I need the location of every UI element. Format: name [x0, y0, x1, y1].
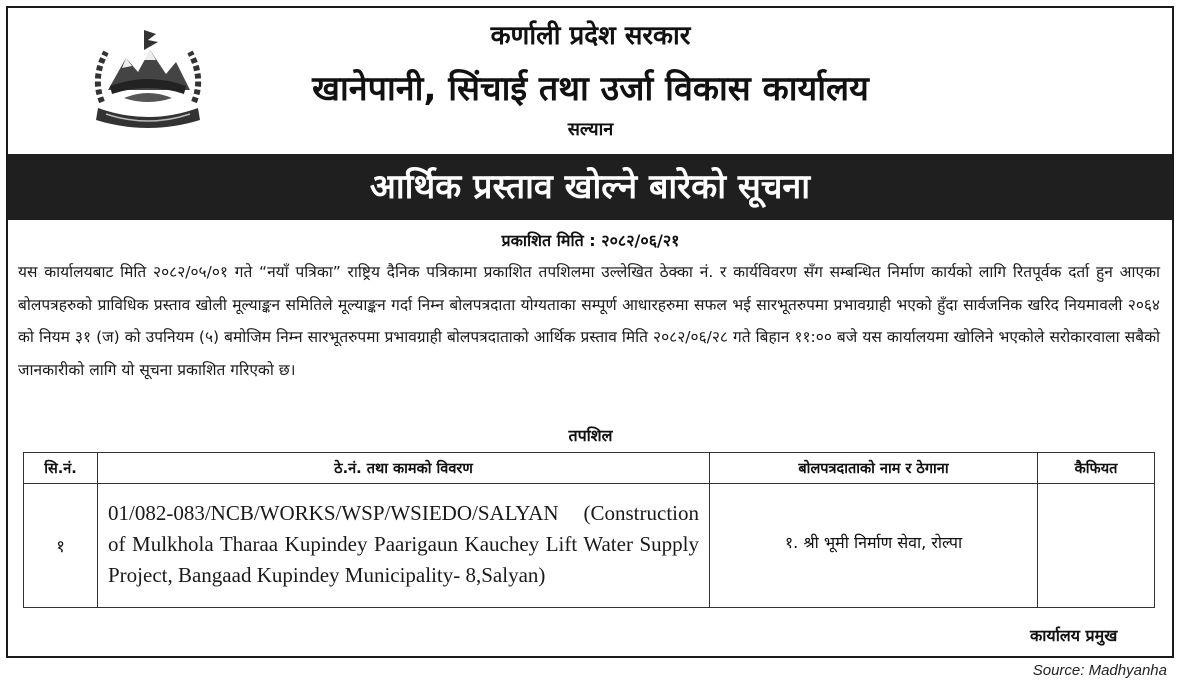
column-header-description: ठे.नं. तथा कामको विवरण: [98, 453, 710, 484]
column-header-remarks: कैफियत: [1038, 453, 1155, 484]
office-name: खानेपानी, सिंचाई तथा उर्जा विकास कार्यालय: [312, 69, 869, 109]
column-header-serial: सि.नं.: [24, 453, 98, 484]
source-credit: Source: Madhyanha: [1032, 662, 1167, 679]
bidder-cell: १. श्री भूमी निर्माण सेवा, रोल्पा: [710, 484, 1038, 608]
table-row: [24, 484, 1155, 608]
district-name: सल्यान: [567, 119, 614, 140]
table-header-row: [24, 453, 1155, 484]
notice-title: आर्थिक प्रस्ताव खोल्ने बारेको सूचना: [8, 154, 1172, 220]
serial-number-cell: १: [24, 484, 98, 608]
published-date: प्रकाशित मिति : २०८२/०६/२१: [501, 231, 680, 250]
column-header-bidder: बोलपत्रदाताको नाम र ठेगाना: [710, 453, 1038, 484]
schedule-heading: तपशिल: [568, 426, 613, 445]
contract-description-cell: 01/082-083/NCB/WORKS/WSP/WSIEDO/SALYAN (Construction of Mulkhola Tharaa Kupindey Paarigaun Kauchey Lift Water Supply Project, Bangaad Kupindey Municipality- 8,Salyan): [98, 484, 710, 608]
remarks-cell: [1038, 484, 1155, 608]
government-name: कर्णाली प्रदेश सरकार: [490, 21, 691, 51]
schedule-table: [23, 452, 1155, 608]
signature-office-chief: कार्यालय प्रमुख: [1030, 626, 1118, 645]
notice-body: यस कार्यालयबाट मिति २०८२/०५/०१ गते “नयाँ पत्रिका” राष्ट्रिय दैनिक पत्रिकामा प्रकाशित तपशिलमा उल्लेखित ठेक्का नं. र कार्यविवरण सँग सम्बन्धित निर्माण कार्यको लागि रितपूर्वक दर्ता हुन आएका बोलपत्रहरुको प्राविधिक प्रस्ताव खोली मूल्याङ्कन समितिले मूल्याङ्कन गर्दा निम्न बोलपत्रदाता योग्यताका सम्पूर्ण आधारहरुमा सफल भई सारभूतरुपमा प्रभावग्राही भएको हुँदा सार्वजनिक खरिद नियमावली २०६४ को नियम ३१ (ज) को उपनियम (५) बमोजिम निम्न सारभूतरुपमा प्रभावग्राही बोलपत्रदाताको आर्थिक प्रस्ताव मिति २०८२/०६/२८ गते बिहान ११:०० बजे यस कार्यालयमा खोलिने भएकोले सरोकारवाला सबैको जानकारीको लागि यो सूचना प्रकाशित गरिएको छ।: [18, 263, 1160, 379]
